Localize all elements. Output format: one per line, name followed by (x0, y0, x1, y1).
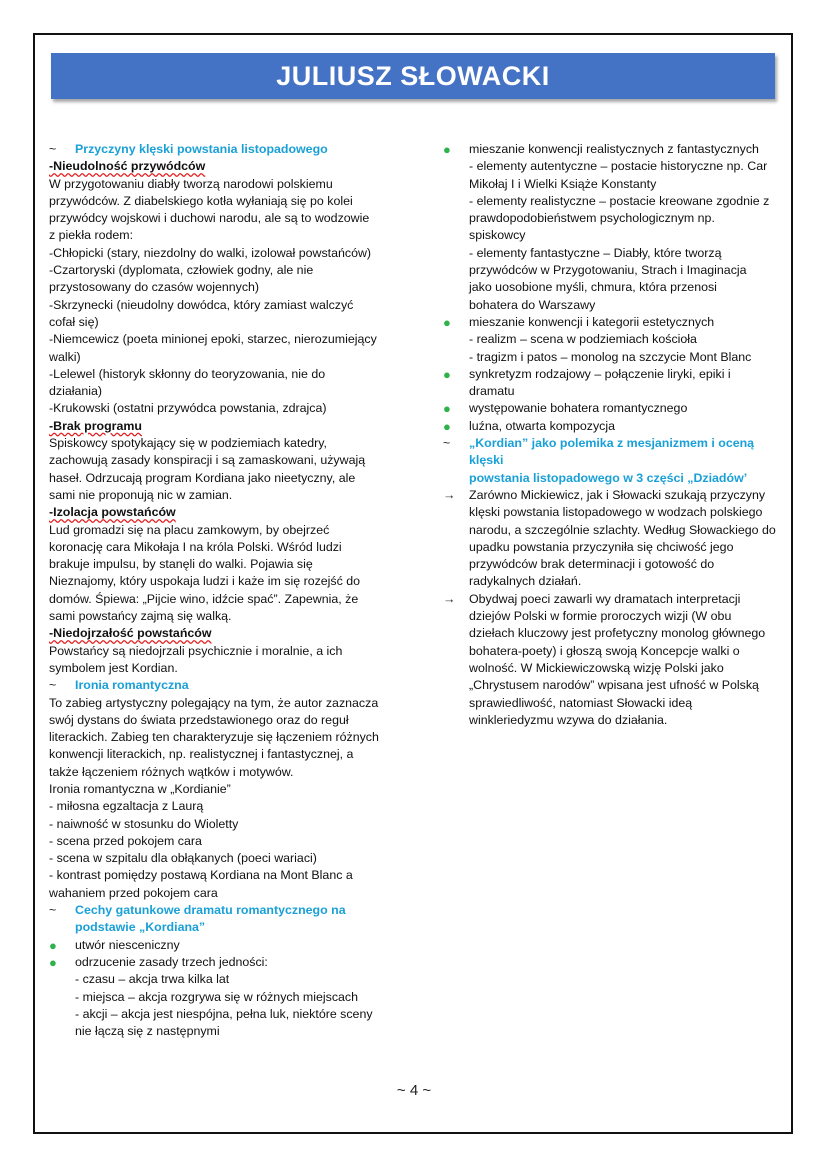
section-heading-genre: ~ Cechy gatunkowe dramatu romantycznego na podstawie „Kordiana” (49, 902, 397, 937)
text-line: mieszanie konwencji i kategorii estetycznych (469, 314, 715, 329)
text-line: sprawiedliwość, natomiast Słowacki ideą (469, 695, 693, 710)
bullet-icon: ● (443, 366, 451, 382)
text-line: przywódców brak determinacji i gotowość do (469, 557, 715, 572)
bullet-icon: ● (443, 418, 451, 434)
text-line: -Krukowski (ostatni przywódca powstania, zdrajca) (49, 401, 327, 416)
list-item (443, 366, 788, 401)
genre-list (49, 937, 397, 1041)
features-list (443, 141, 788, 435)
list-item: ● występowanie bohatera romantycznego (443, 401, 688, 417)
tilde-marker: ~ (443, 436, 451, 451)
title-banner (51, 53, 775, 99)
subheading-program: -Brak programu (49, 418, 142, 433)
text-line: -Czartoryski (dyplomata, człowiek godny, ale nie (49, 263, 314, 278)
text-line: swój dystans do świata przedstawionego oraz do reguł (49, 712, 349, 727)
subheading-leaders: -Nieudolność przywódców (49, 159, 206, 174)
text-line: - elementy fantastyczne – Diabły, które tworzą (469, 245, 722, 260)
text-line: mieszanie konwencji realistycznych z fantastycznych (469, 142, 759, 156)
text-line: wahaniem przed pokojem cara (49, 885, 218, 900)
text-line: Nieznajomy, który uspokaja ludzi i każe im się rozejść do (49, 574, 361, 589)
bullet-icon: ● (443, 142, 451, 157)
paragraph-program (49, 435, 397, 504)
tilde-marker: ~ (49, 678, 57, 693)
text-line: także łączeniem różnych wątków i motywów. (49, 764, 294, 779)
text-line: cofał się) (49, 314, 99, 329)
text-line: spiskowcy (469, 228, 526, 243)
paragraph-leaders (49, 176, 397, 418)
text-line: klęski powstania listopadowego w wodzach polskiego (469, 505, 763, 520)
bullet-icon: ● (49, 954, 57, 970)
text-line: -Lelewel (historyk skłonny do teoryzowania, nie do (49, 366, 326, 381)
text-line: bohatera do Warszawy (469, 297, 596, 312)
list-item (443, 591, 788, 729)
list-item: ● utwór niesceniczny (49, 937, 180, 953)
text-line: symbolem jest Kordian. (49, 660, 178, 675)
text-line: Ironia romantyczna w „Kordianie” (49, 781, 231, 796)
list-item (443, 487, 788, 591)
list-item (443, 141, 788, 314)
text-line: konwencji literackich, np. realistycznej i fantastycznej, a (49, 747, 354, 762)
text-line: literackich. Zabieg ten charakteryzuje się łączeniem różnych (49, 730, 379, 745)
right-column (443, 141, 788, 729)
text-line: jako uosobione myśli, chmura, która przenosi (469, 280, 717, 295)
text-line: z piekła rodem: (49, 228, 134, 243)
paragraph-isolation (49, 522, 397, 626)
text-line: synkretyzm rodzajowy – połączenie liryki, epiki i (469, 366, 731, 381)
text-line: nie łączą się z następnymi (75, 1024, 220, 1039)
text-line: Mikołaj I i Wielki Książe Konstanty (469, 176, 657, 191)
text-line: bohatera-poety) i głoszą swoją Koncepcje walki o (469, 643, 740, 658)
page-title: JULIUSZ SŁOWACKI (276, 60, 550, 91)
paragraph-immaturity (49, 643, 397, 678)
text-line: - elementy autentyczne – postacie historyczne np. Car (469, 159, 768, 174)
text-line: Zarówno Mickiewicz, jak i Słowacki szukają przyczyny (469, 487, 766, 502)
text-line: Spiskowcy spotykający się w podziemiach katedry, (49, 436, 327, 451)
text-line: winkleriedyzmu wzywa do działania. (469, 712, 668, 727)
text-line: - tragizm i patos – monolog na szczycie Mont Blanc (469, 349, 752, 364)
text-line: przywódców w Przygotowaniu, Strach i Imaginacja (469, 263, 747, 278)
text-line: prawdopodobieństwem psychologicznym np. (469, 211, 715, 226)
text-line: koronację cara Mikołaja I na króla Polski. Wśród ludzi (49, 539, 342, 554)
section-heading-polemic: ~ „Kordian” jako polemika z mesjanizmem i oceną klęski powstania listopadowego w 3 części „Dziadów’ (443, 435, 788, 487)
text-line: -Skrzynecki (nieudolny dowódca, który zamiast walczyć (49, 297, 354, 312)
text-line: - miłosna egzaltacja z Laurą (49, 799, 204, 814)
text-line: - elementy realistyczne – postacie kreowane zgodnie z (469, 193, 770, 208)
text-line: przywódców. Z diabelskiego kotła wyłaniają się po kolei (49, 193, 353, 208)
text-line: - miejsca – akcja rozgrywa się w różnych miejscach (75, 989, 359, 1004)
text-line: Lud gromadzi się na placu zamkowym, by obejrzeć (49, 522, 330, 537)
page-number: ~ 4 ~ (396, 1082, 432, 1099)
text-line: dramatu (469, 384, 515, 399)
text-line: narodu, a szczególnie szlachty. Według Słowackiego do (469, 522, 776, 537)
text-line: dziełach kluczowy jest profetyczny monolog głównego (469, 626, 766, 641)
text-line: działania) (49, 384, 103, 399)
arrow-right-icon: → (443, 591, 456, 606)
text-line: Obydwaj poeci zawarli wy dramatach interpretacji (469, 591, 741, 606)
section-heading-irony: ~ Ironia romantyczna (49, 677, 397, 694)
bullet-icon: ● (443, 314, 451, 330)
list-item (49, 954, 397, 1040)
left-column (49, 141, 397, 1040)
text-line: - scena przed pokojem cara (49, 833, 202, 848)
list-item: ● luźna, otwarta kompozycja (443, 418, 616, 434)
text-line: „Chrystusem narodów” wpisana jest ufność w Polską (469, 678, 759, 693)
text-line: - akcji – akcja jest niespójna, pełna luk, niektóre sceny (75, 1006, 373, 1021)
text-line: dziejów Polski w formie proroczych wizji (W obu (469, 609, 732, 624)
text-line: sami nie proponują nic w zamian. (49, 487, 233, 502)
text-line: Powstańcy są niedojrzali psychicznie i moralnie, a ich (49, 643, 343, 658)
section-heading-causes: ~ Przyczyny klęski powstania listopadowego (49, 141, 397, 158)
text-line: przywódcy wojskowi i duchowi narodu, ale są to wodzowie (49, 211, 370, 226)
text-line: -Niemcewicz (poeta minionej epoki, starzec, nierozumiejący (49, 332, 377, 347)
list-item (443, 314, 788, 366)
text-line: - czasu – akcja trwa kilka lat (75, 972, 230, 987)
subheading-isolation: -Izolacja powstańców (49, 505, 176, 520)
paragraph-irony (49, 695, 397, 903)
bullet-icon: ● (443, 401, 451, 417)
text-line: sami powstańcy zajmą się walką. (49, 609, 232, 624)
text-line: walki) (49, 349, 81, 364)
text-line: - kontrast pomiędzy postawą Kordiana na Mont Blanc a (49, 868, 353, 883)
text-line: To zabieg artystyczny polegający na tym, że autor zaznacza (49, 695, 379, 710)
text-line: odrzucenie zasady trzech jedności: (75, 954, 268, 969)
text-line: wolność. W Mickiewiczowską wizję Polski jako (469, 660, 724, 675)
text-line: W przygotowaniu diabły tworzą narodowi polskiemu (49, 176, 333, 191)
tilde-marker: ~ (49, 142, 57, 156)
text-line: - realizm – scena w podziemiach kościoła (469, 332, 697, 347)
text-line: brakuje impulsu, by stanęli do walki. Pojawia się (49, 557, 313, 572)
subheading-immaturity: -Niedojrzałość powstańców (49, 626, 212, 641)
text-line: haseł. Odrzucają program Kordiana jako nieetyczny, ale (49, 470, 356, 485)
text-line: -Chłopicki (stary, niezdolny do walki, izolował powstańców) (49, 245, 372, 260)
text-line: radykalnych działań. (469, 574, 582, 589)
polemic-list (443, 487, 788, 729)
tilde-marker: ~ (49, 903, 57, 918)
text-line: upadku powstania przyczyniła się chciwość jego (469, 539, 734, 554)
text-line: zachowują zasady konspiracji i są zamaskowani, używają (49, 453, 366, 468)
text-line: przystosowany do czasów wojennych) (49, 280, 260, 295)
bullet-icon: ● (49, 937, 57, 953)
text-line: domów. Śpiewa: „Pijcie wino, idźcie spać”. Zapewnia, że (49, 591, 359, 606)
text-line: - naiwność w stosunku do Wioletty (49, 816, 239, 831)
text-line: - scena w szpitalu dla obłąkanych (poeci wariaci) (49, 851, 317, 866)
arrow-right-icon: → (443, 487, 456, 502)
